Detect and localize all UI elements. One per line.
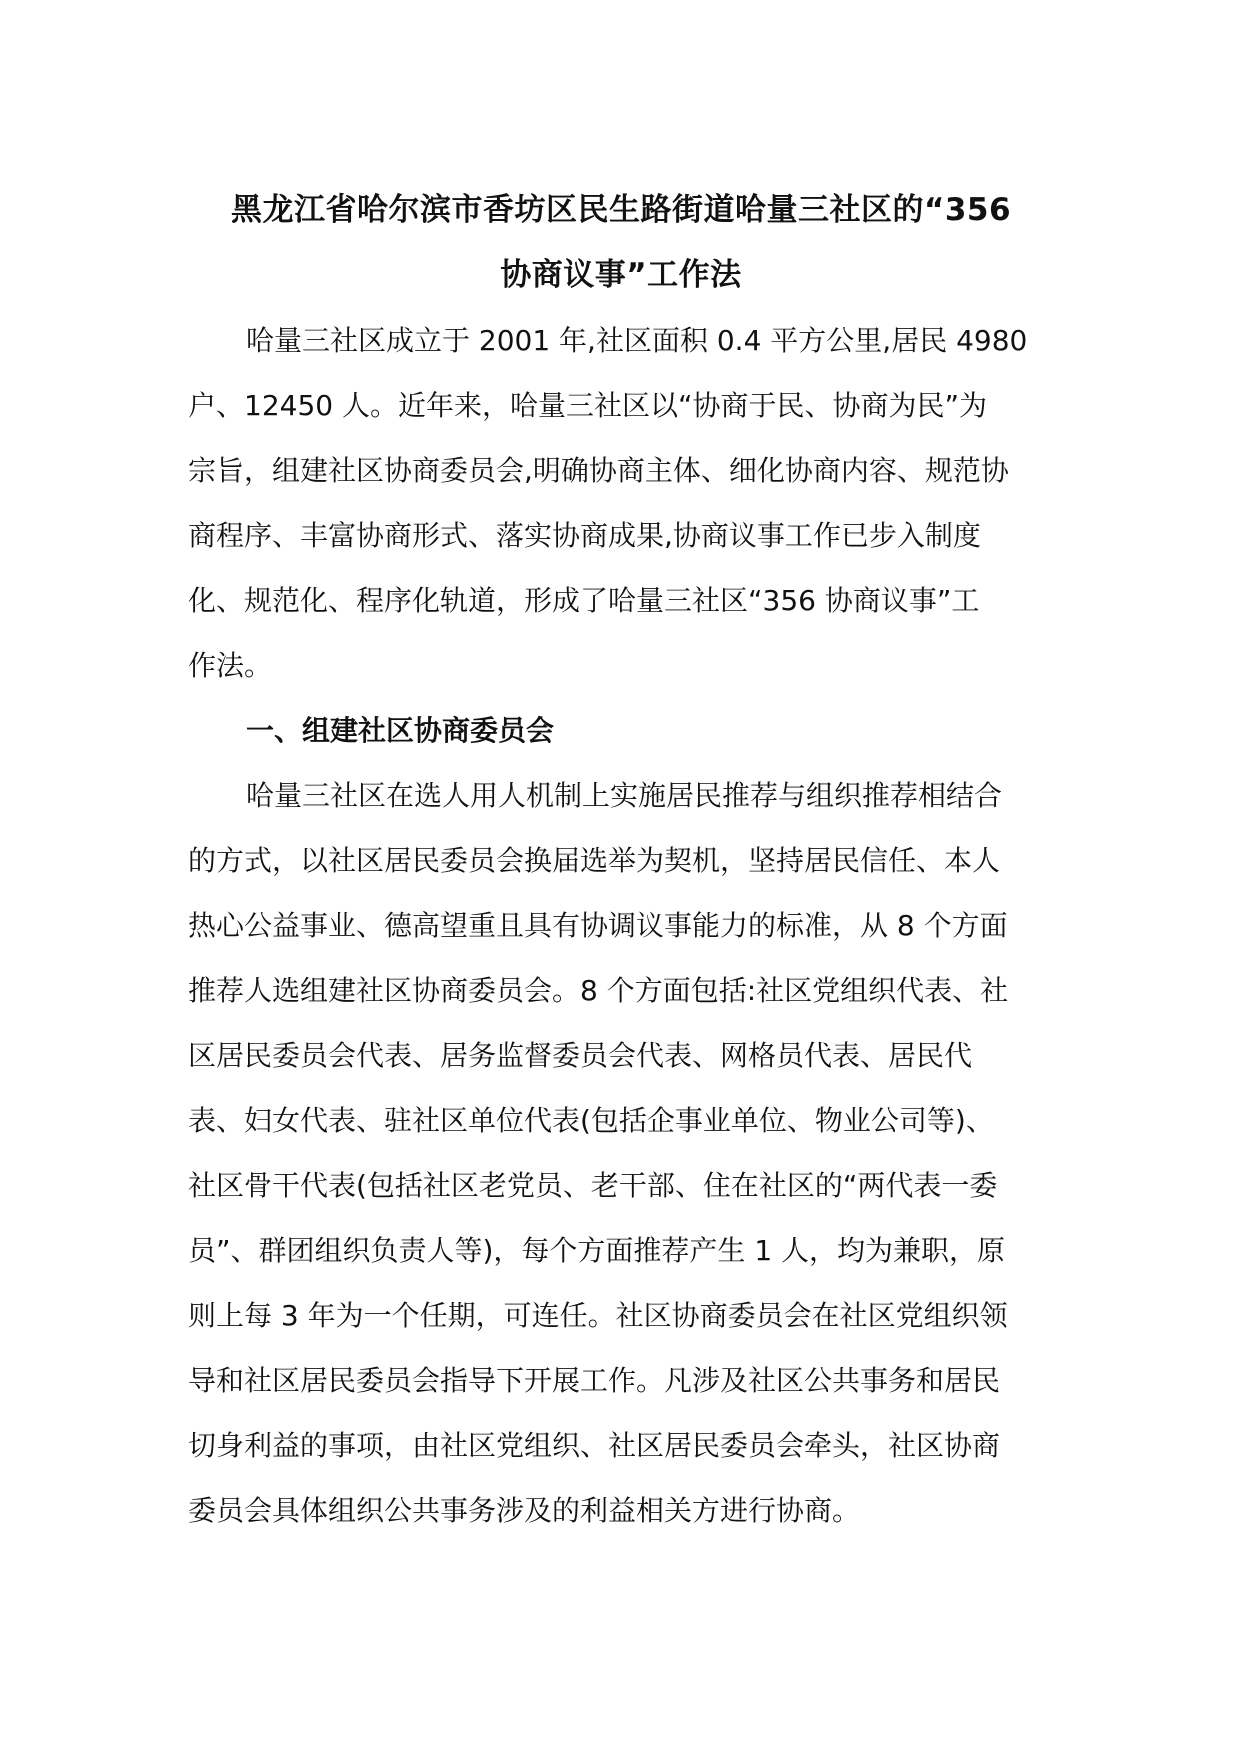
section-1-line-12: 委员会具体组织公共事务涉及的利益相关方进行协商。 [188, 1494, 861, 1527]
intro-line-5: 化、规范化、程序化轨道，形成了哈量三社区“356 协商议事”工 [188, 584, 980, 617]
section-1-line-3: 热心公益事业、德高望重且具有协调议事能力的标准，从 8 个方面 [188, 909, 1008, 942]
intro-line-6: 作法。 [188, 649, 273, 682]
section-1-line-4: 推荐人选组建社区协商委员会。8 个方面包括:社区党组织代表、社 [188, 974, 1009, 1007]
section-1-line-6: 表、妇女代表、驻社区单位代表(包括企事业单位、物业公司等)、 [188, 1104, 994, 1137]
intro-line-2: 户、12450 人。近年来，哈量三社区以“协商于民、协商为民”为 [188, 389, 987, 422]
title-line-1: 黑龙江省哈尔滨市香坊区民生路街道哈量三社区的“356 [230, 192, 1012, 228]
section-1-line-10: 导和社区居民委员会指导下开展工作。凡涉及社区公共事务和居民 [188, 1364, 1001, 1397]
title-line-2: 协商议事”工作法 [500, 257, 742, 293]
intro-line-4: 商程序、丰富协商形式、落实协商成果,协商议事工作已步入制度 [188, 519, 981, 552]
section-1-line-5: 区居民委员会代表、居务监督委员会代表、网格员代表、居民代 [188, 1039, 973, 1072]
document-title [188, 178, 1054, 308]
section-1-line-1: 哈量三社区在选人用人机制上实施居民推荐与组织推荐相结合 [246, 779, 1003, 812]
intro-line-1: 哈量三社区成立于 2001 年,社区面积 0.4 平方公里,居民 4980 [246, 324, 1028, 357]
section-1-line-11: 切身利益的事项，由社区党组织、社区居民委员会牵头，社区协商 [188, 1429, 1001, 1462]
intro-line-3: 宗旨，组建社区协商委员会,明确协商主体、细化协商内容、规范协 [188, 454, 1009, 487]
intro-paragraph [188, 308, 1054, 698]
section-1-heading: 一、组建社区协商委员会 [246, 714, 555, 747]
section-1-line-7: 社区骨干代表(包括社区老党员、老干部、住在社区的“两代表一委 [188, 1169, 998, 1202]
section-1-paragraph [188, 763, 1054, 1543]
section-1-line-9: 则上每 3 年为一个任期，可连任。社区协商委员会在社区党组织领 [188, 1299, 1008, 1332]
section-1-line-2: 的方式，以社区居民委员会换届选举为契机，坚持居民信任、本人 [188, 844, 1001, 877]
section-1-line-8: 员”、群团组织负责人等)，每个方面推荐产生 1 人，均为兼职，原 [188, 1234, 1006, 1267]
document-page [188, 178, 1054, 1543]
